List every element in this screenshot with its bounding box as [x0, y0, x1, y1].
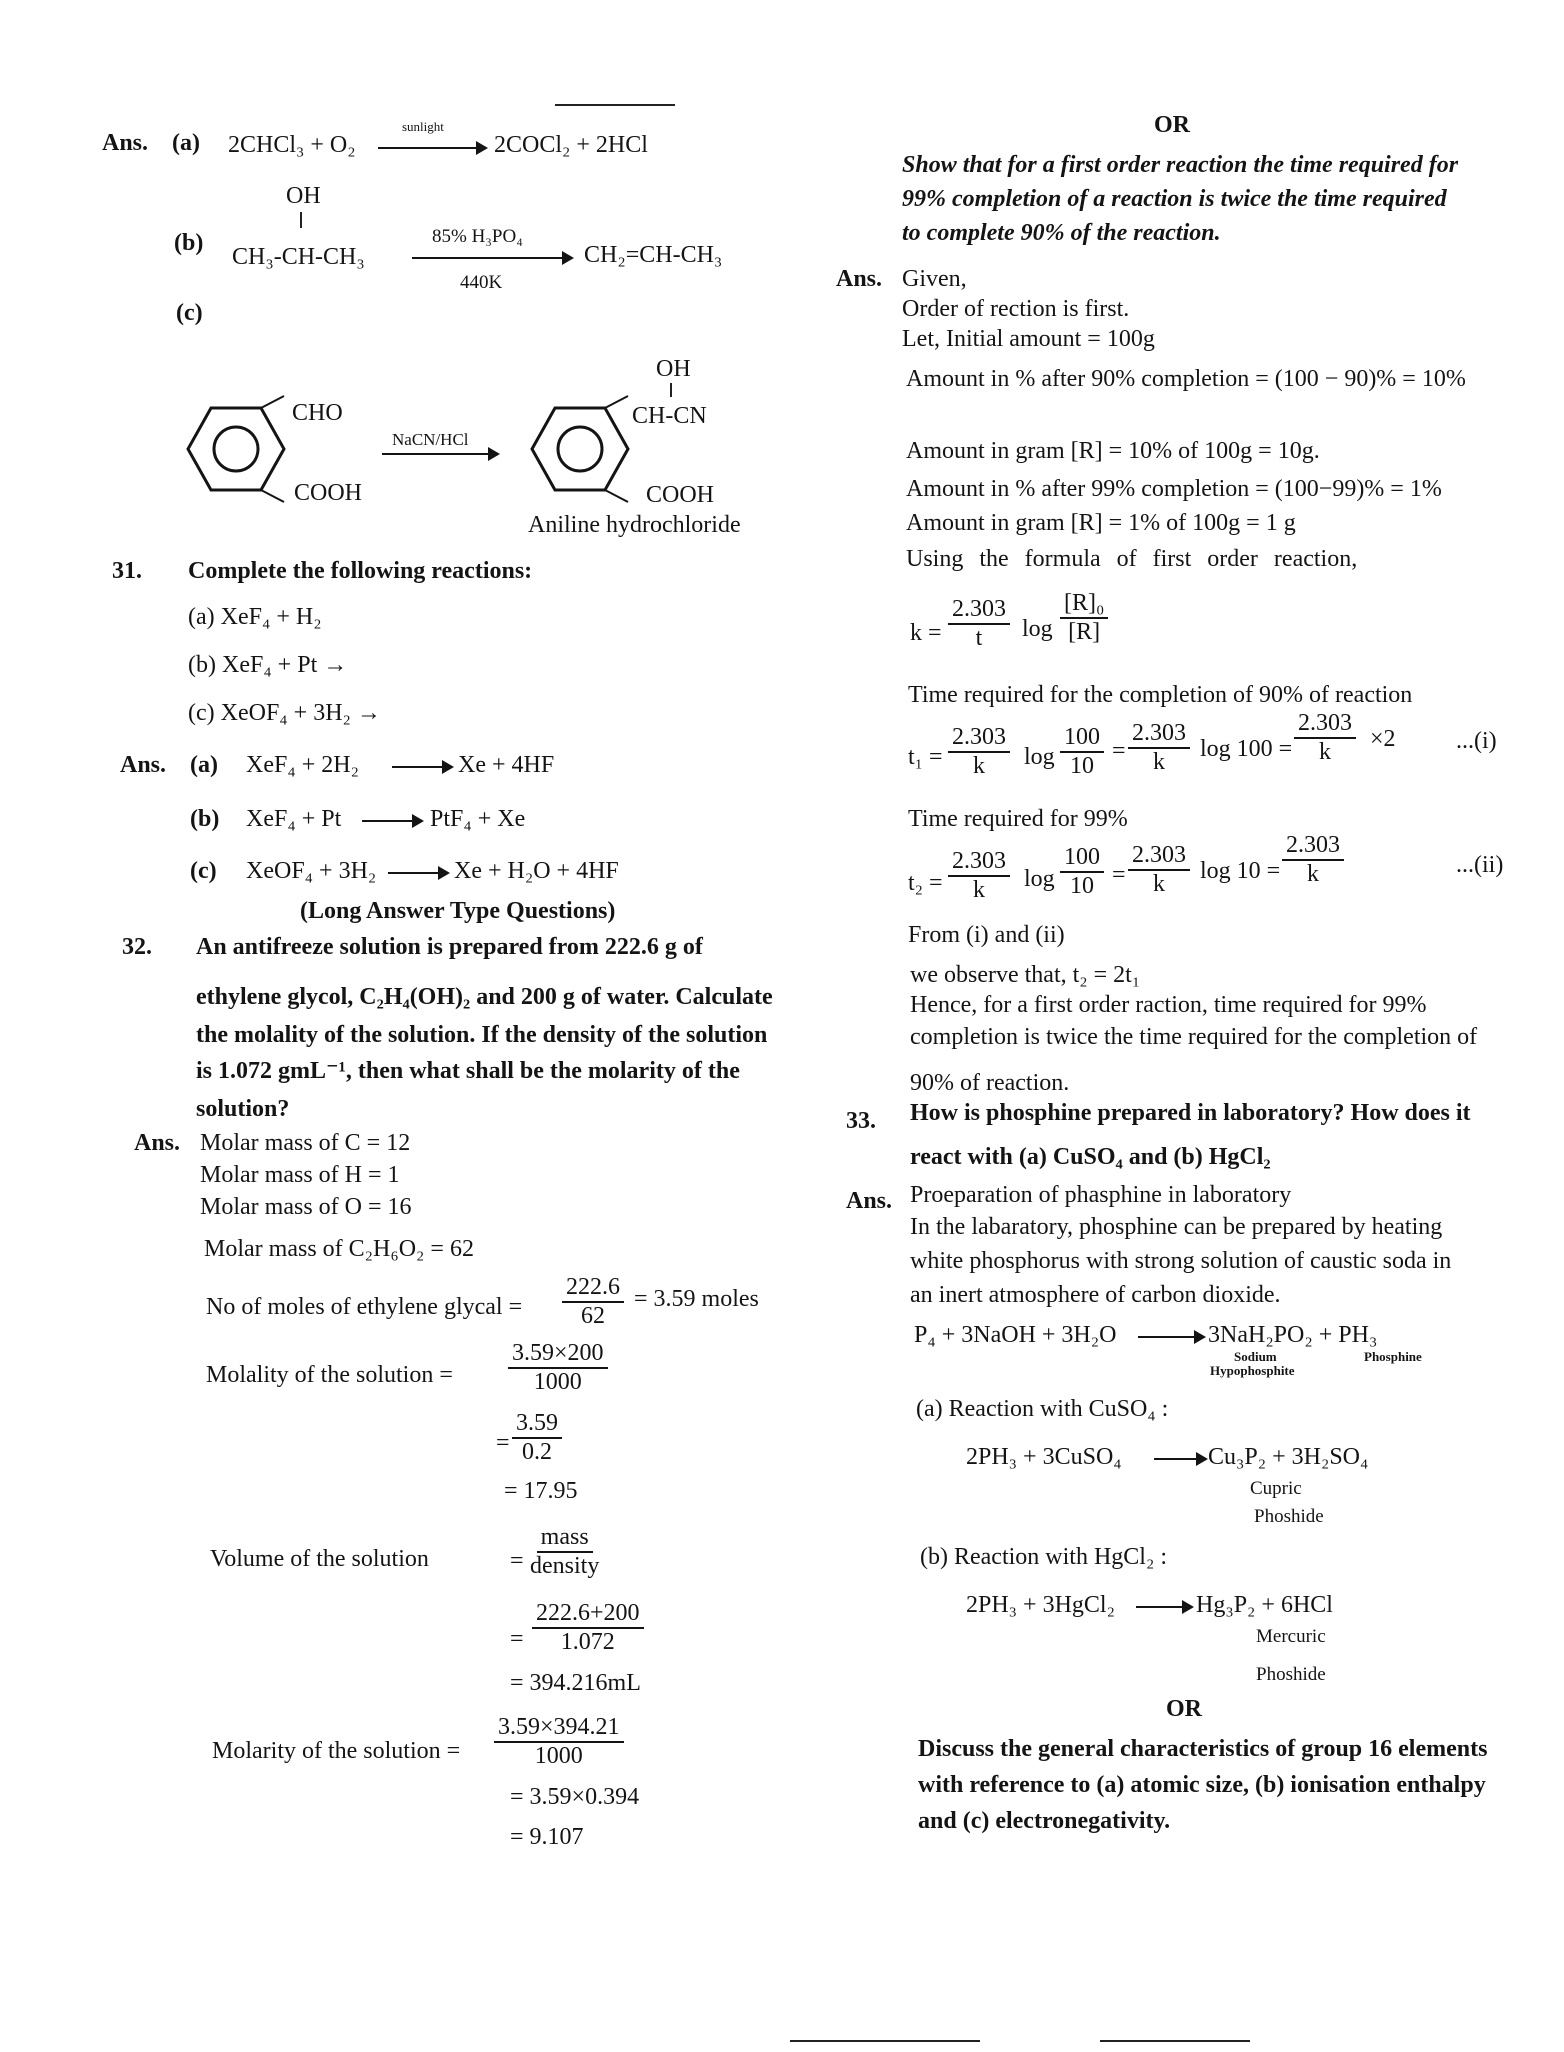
ansor-t2-log10: log 10 =: [1200, 858, 1281, 884]
ansor-t2-f3: [1128, 842, 1190, 898]
q31-stem: Complete the following reactions:: [188, 558, 533, 584]
ans30-c-tag: (c): [176, 300, 203, 326]
ans32-molar-mass-o: Molar mass of O = 16: [200, 1194, 412, 1220]
ans32-volume-result: = 394.216mL: [510, 1670, 641, 1696]
ans33-a-caption-1: Cupric: [1250, 1478, 1302, 1499]
ans33-p2: white phosphorus with strong solution of caustic soda in: [910, 1248, 1452, 1274]
ans32-molality-fraction-2: [512, 1410, 562, 1466]
qor-line1: Show that for a first order reaction the time required for: [902, 152, 1459, 178]
ans32-volume-label: Volume of the solution: [210, 1546, 429, 1572]
ansor-t2-tag: ...(ii): [1456, 852, 1504, 878]
ans30-b-arrow: [412, 257, 572, 259]
ans32-molarity-result-2: = 9.107: [510, 1824, 584, 1850]
ansor-k-r: [R]: [1068, 619, 1101, 645]
ansor-t1-tag: ...(i): [1456, 728, 1497, 754]
ansor-t2-f2: [1060, 844, 1104, 900]
ans33-eq-arrow: [1138, 1336, 1204, 1338]
ansor-t1-f2-num: 100: [1060, 724, 1104, 753]
ansor-k-r0: [R]₀: [1060, 590, 1108, 619]
ansor-t1-f4-den: k: [1319, 739, 1331, 765]
ans31-c-tag: (c): [190, 858, 217, 884]
ansor-t2-log: log: [1024, 866, 1055, 892]
ansor-t2-f1: [948, 848, 1010, 904]
q32-line2: ethylene glycol, C₂H₄(OH)₂ and 200 g of water. Calculate: [196, 984, 773, 1010]
ans33-b-arrow: [1136, 1606, 1192, 1608]
benzene-ring-icon: [530, 404, 630, 494]
ans32-moles-result: = 3.59 moles: [634, 1286, 759, 1312]
ans33-title: Proeparation of phasphine in laboratory: [910, 1182, 1292, 1208]
ansor-hence-2: completion is twice the time required for the completion of: [910, 1024, 1478, 1050]
ans32-molality-f2-den: 0.2: [522, 1439, 552, 1465]
ans33-a-rhs: Cu₃P₂ + 3H₂SO₄: [1208, 1444, 1369, 1470]
q32-line3: the molality of the solution. If the density of the solution: [196, 1022, 768, 1048]
ansor-t1-f2: [1060, 724, 1104, 780]
ans32-molarity-den: 1000: [534, 1743, 583, 1769]
ans30-b-oh: OH: [286, 183, 321, 209]
ans30-c-reagent: NaCN/HCl: [392, 430, 469, 449]
ans33-eq-lhs: P₄ + 3NaOH + 3H₂O: [914, 1322, 1117, 1348]
ansor-t1-log: log: [1024, 744, 1055, 770]
ans32-molarity-result-1: = 3.59×0.394: [510, 1784, 640, 1810]
ansor-k-log: log: [1022, 616, 1053, 642]
ans30-a-arrow: [378, 147, 486, 149]
ans30-c-chcn: CH-CN: [632, 403, 707, 429]
ans31-b-tag: (b): [190, 806, 220, 832]
qor-line3: to complete 90% of the reaction.: [902, 220, 1221, 246]
ans30-a-lhs: 2CHCl₃ + O₂: [228, 132, 356, 158]
ans31-a-tag: (a): [190, 752, 218, 778]
q32-line4: is 1.072 gmL⁻¹, then what shall be the molarity of the: [196, 1058, 740, 1084]
ans32-moles-fraction: [562, 1274, 624, 1330]
q31-part-b: (b) XeF₄ + Pt →: [188, 652, 348, 678]
ans33-a-head: (a) Reaction with CuSO₄ :: [916, 1396, 1169, 1422]
ansor-t2-f4: [1282, 832, 1344, 888]
or-divider-1: OR: [1154, 112, 1190, 138]
ansor-initial: Let, Initial amount = 100g: [902, 326, 1155, 352]
q33-line1: How is phosphine prepared in laboratory? How does it: [910, 1100, 1471, 1126]
q32-line5: solution?: [196, 1096, 290, 1122]
ans30-label: Ans.: [102, 130, 149, 156]
ans31-a-rhs: Xe + 4HF: [458, 752, 555, 778]
ansor-t99-label: Time required for 99%: [908, 806, 1128, 832]
ansor-k-den: t: [975, 625, 983, 651]
ans31-b-arrow: [362, 820, 422, 822]
ans31-b-lhs: XeF₄ + Pt: [246, 806, 342, 832]
ans32-moles-num: 222.6: [562, 1274, 624, 1303]
ans32-volume-f1-num: mass: [537, 1524, 593, 1553]
ans32-molality-f2-num: 3.59: [512, 1410, 562, 1439]
ansor-k-num: 2.303: [948, 596, 1010, 625]
ansor-amount-gram-90: Amount in gram [R] = 10% of 100g = 10g.: [906, 438, 1320, 464]
q31-number: 31.: [112, 558, 142, 584]
ans32-molarity-fraction: [494, 1714, 624, 1770]
q32-number: 32.: [122, 934, 152, 960]
ans30-a-tag: (a): [172, 130, 200, 156]
qlast-line2: with reference to (a) atomic size, (b) ionisation enthalpy: [918, 1772, 1486, 1798]
bottom-rule: [1100, 2040, 1250, 2042]
qlast-line3: and (c) electronegativity.: [918, 1808, 1171, 1834]
ansor-k-eq: k =: [910, 620, 942, 646]
bottom-rule: [790, 2040, 980, 2042]
ans30-b-rhs: CH₂=CH-CH₃: [584, 242, 723, 268]
ansor-k-ratio: [1060, 590, 1108, 646]
ans32-volume-f1-den: density: [530, 1553, 600, 1579]
ans33-hypophosphite: Hypophosphite: [1210, 1363, 1295, 1378]
top-dash-rule: [555, 104, 675, 106]
ans30-c-cho: CHO: [292, 400, 343, 426]
ansor-t2-f1-num: 2.303: [948, 848, 1010, 877]
ans30-b-tag: (b): [174, 230, 204, 256]
ansor-t2: t₂ =: [908, 870, 943, 896]
ans33-b-head: (b) Reaction with HgCl₂ :: [920, 1544, 1167, 1570]
ans31-a-lhs: XeF₄ + 2H₂: [246, 752, 359, 778]
or-divider-2: OR: [1166, 1696, 1202, 1722]
ansor-k-fraction: [948, 596, 1010, 652]
ansor-t1-f1-num: 2.303: [948, 724, 1010, 753]
ans33-a-caption-2: Phoshide: [1254, 1506, 1324, 1527]
ansor-t1-log100: log 100 =: [1200, 736, 1293, 762]
ans32-molarity-num: 3.59×394.21: [494, 1714, 624, 1743]
ansor-t1-eq2: =: [1112, 738, 1126, 764]
benzene-ring-icon: [186, 404, 286, 494]
ansor-using: Using the formula of first order reaction,: [906, 546, 1358, 572]
ans32-volume-f2-den: 1.072: [560, 1629, 615, 1655]
ansor-t1-f4-num: 2.303: [1294, 710, 1356, 739]
ansor-t1-f3-den: k: [1153, 749, 1165, 775]
ans32-eq-sign: =: [510, 1548, 524, 1574]
ansor-t1-x2: ×2: [1370, 726, 1396, 752]
ansor-from: From (i) and (ii): [908, 922, 1065, 948]
ansor-t2-f4-den: k: [1307, 861, 1319, 887]
ans33-phosphine: Phosphine: [1364, 1349, 1422, 1364]
ans32-volume-fraction-2: [532, 1600, 644, 1656]
ans31-c-lhs: XeOF₄ + 3H₂: [246, 858, 377, 884]
ans31-b-rhs: PtF₄ + Xe: [430, 806, 526, 832]
ansor-hence-1: Hence, for a first order raction, time required for 99%: [910, 992, 1427, 1018]
ansor-t1-f2-den: 10: [1070, 753, 1094, 779]
ans33-b-caption-1: Mercuric: [1256, 1626, 1326, 1647]
q33-line2: react with (a) CuSO₄ and (b) HgCl₂: [910, 1144, 1271, 1170]
ans32-moles-label: No of moles of ethylene glycal =: [206, 1294, 523, 1320]
ans33-b-caption-2: Phoshide: [1256, 1664, 1326, 1685]
ans33-a-lhs: 2PH₃ + 3CuSO₄: [966, 1444, 1122, 1470]
ansor-t2-f3-den: k: [1153, 871, 1165, 897]
ansor-t1-f4: [1294, 710, 1356, 766]
ans33-p3: an inert atmosphere of carbon dioxide.: [910, 1282, 1281, 1308]
ansor-t2-f4-num: 2.303: [1282, 832, 1344, 861]
qor-line2: 99% completion of a reaction is twice the time required: [902, 186, 1447, 212]
ans32-volume-f2-num: 222.6+200: [532, 1600, 644, 1629]
ans33-sodium: Sodium: [1234, 1349, 1277, 1364]
ans32-eq-sign: =: [496, 1430, 510, 1456]
ansor-order: Order of rection is first.: [902, 296, 1130, 322]
ans30-c-oh: OH: [656, 356, 691, 382]
q32-line1: An antifreeze solution is prepared from 222.6 g of: [196, 934, 703, 960]
ans32-molality-fraction-1: [508, 1340, 608, 1396]
ansor-t90-label: Time required for the completion of 90% of reaction: [908, 682, 1413, 708]
qlast-line1: Discuss the general characteristics of group 16 elements: [918, 1736, 1488, 1762]
ans32-volume-fraction-1: [526, 1524, 603, 1580]
ans31-a-arrow: [392, 766, 452, 768]
ansor-t2-f2-num: 100: [1060, 844, 1104, 873]
ans32-moles-den: 62: [581, 1303, 605, 1329]
ans32-molarity-label: Molarity of the solution =: [212, 1738, 461, 1764]
ans30-c-caption: Aniline hydrochloride: [528, 512, 741, 538]
ans31-label: Ans.: [120, 752, 167, 778]
ans32-molar-mass-h: Molar mass of H = 1: [200, 1162, 400, 1188]
ansor-observe: we observe that, t₂ = 2t₁: [910, 962, 1141, 988]
q31-part-c: (c) XeOF₄ + 3H₂ →: [188, 700, 381, 726]
ansor-t1: t₁ =: [908, 744, 943, 770]
ansor-amount-90: Amount in % after 90% completion = (100 − 90)% = 10%: [906, 366, 1466, 392]
ans30-c-bond: [670, 383, 672, 397]
ansor-amount-gram-99: Amount in gram [R] = 1% of 100g = 1 g: [906, 510, 1296, 536]
q31-part-a: (a) XeF₄ + H₂: [188, 604, 322, 630]
ans32-molality-label: Molality of the solution =: [206, 1362, 453, 1388]
ansor-t1-f3-num: 2.303: [1128, 720, 1190, 749]
ans32-label: Ans.: [134, 1130, 181, 1156]
ansor-t1-f1-den: k: [973, 753, 985, 779]
ans33-eq-rhs: 3NaH₂PO₂ + PH₃: [1208, 1322, 1378, 1348]
ans30-c-cooh2: COOH: [646, 482, 715, 508]
ans30-a-cond: sunlight: [402, 119, 444, 134]
ans32-molality-f1-num: 3.59×200: [508, 1340, 608, 1369]
ans30-a-rhs: 2COCl₂ + 2HCl: [494, 132, 648, 158]
ans31-c-arrow: [388, 872, 448, 874]
ans33-a-arrow: [1154, 1458, 1206, 1460]
section-heading: (Long Answer Type Questions): [300, 898, 616, 924]
ans32-eq-sign: =: [510, 1626, 524, 1652]
ansor-t2-eq2: =: [1112, 862, 1126, 888]
ans30-b-bond: [300, 212, 302, 228]
ans30-b-cond-bottom: 440K: [460, 272, 503, 293]
ans33-label: Ans.: [846, 1188, 893, 1214]
ansor-t2-f3-num: 2.303: [1128, 842, 1190, 871]
ansor-t1-f3: [1128, 720, 1190, 776]
ans32-molar-mass-c: Molar mass of C = 12: [200, 1130, 411, 1156]
ans33-p1: In the labaratory, phosphine can be prepared by heating: [910, 1214, 1443, 1240]
ans30-b-cond-top: 85% H₃PO₄: [432, 226, 523, 247]
ansor-t1-f1: [948, 724, 1010, 780]
ansor-label: Ans.: [836, 266, 883, 292]
ans30-b-lhs: CH₃-CH-CH₃: [232, 244, 365, 270]
ans33-b-rhs: Hg₃P₂ + 6HCl: [1196, 1592, 1333, 1618]
ansor-t2-f1-den: k: [973, 877, 985, 903]
ans30-c-arrow: [382, 453, 498, 455]
ansor-given: Given,: [902, 266, 967, 292]
ans32-molality-f1-den: 1000: [533, 1369, 582, 1395]
ans32-molar-mass-c2h6o2: Molar mass of C₂H₆O₂ = 62: [204, 1236, 474, 1262]
ansor-t2-f2-den: 10: [1070, 873, 1094, 899]
ans30-c-cooh: COOH: [294, 480, 363, 506]
q33-number: 33.: [846, 1108, 876, 1134]
ans33-b-lhs: 2PH₃ + 3HgCl₂: [966, 1592, 1115, 1618]
ans32-molality-result: = 17.95: [504, 1478, 578, 1504]
ansor-hence-3: 90% of reaction.: [910, 1070, 1070, 1096]
ans31-c-rhs: Xe + H₂O + 4HF: [454, 858, 619, 884]
ansor-amount-99: Amount in % after 99% completion = (100−99)% = 1%: [906, 476, 1442, 502]
